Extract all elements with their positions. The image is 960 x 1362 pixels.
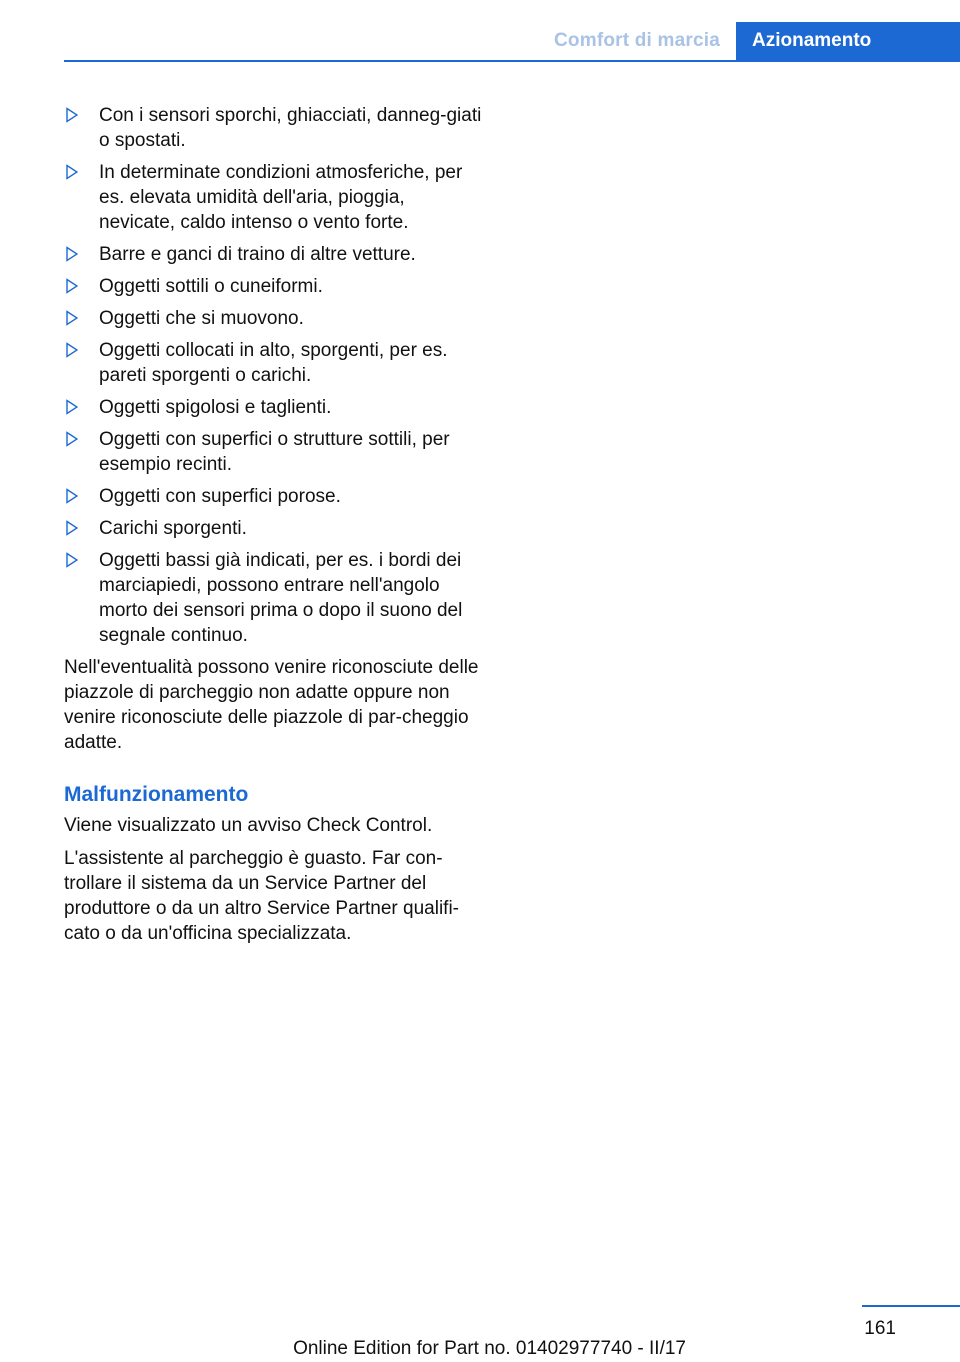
main-content	[64, 103, 482, 954]
section-paragraph-1: Viene visualizzato un avviso Check Control.	[64, 815, 433, 836]
bullet-item	[64, 548, 482, 648]
triangle-right-outline-icon	[66, 107, 78, 123]
footer-rule	[862, 1305, 960, 1307]
bullet-text: Oggetti sottili o cuneiformi.	[99, 276, 323, 297]
bullet-text: Oggetti bassi già indicati, per es. i bordi dei marciapiedi, possono entrare nell'angolo morto dei sensori prima o dopo il suono del segnale continuo.	[99, 550, 463, 646]
bullet-item	[64, 274, 482, 299]
bullet-text: Barre e ganci di traino di altre vetture.	[99, 244, 416, 265]
triangle-right-outline-icon	[66, 310, 78, 326]
body-paragraph: Nell'eventualità possono venire riconosciute delle piazzole di parcheggio non adatte oppure non venire riconosciute delle piazzole di par-cheggio adatte.	[64, 657, 479, 753]
bullet-item	[64, 395, 482, 420]
section-paragraph-2: L'assistente al parcheggio è guasto. Far con-trollare il sistema da un Service Partner del produttore o da un altro Service Partner qualifi-cato o da un'officina specializzata.	[64, 848, 459, 944]
bullet-text: Oggetti con superfici o strutture sottili, per esempio recinti.	[99, 429, 450, 475]
footer-edition: Online Edition for Part no. 01402977740 - II/17	[293, 1338, 686, 1359]
page-header	[0, 0, 960, 62]
header-chapter-label: Azionamento	[752, 30, 872, 51]
bullet-list	[64, 103, 482, 648]
triangle-right-outline-icon	[66, 164, 78, 180]
bullet-text: Oggetti che si muovono.	[99, 308, 304, 329]
bullet-item	[64, 242, 482, 267]
triangle-right-outline-icon	[66, 552, 78, 568]
header-rule	[64, 60, 960, 62]
bullet-item	[64, 103, 482, 153]
bullet-text: Con i sensori sporchi, ghiacciati, danneg-giati o spostati.	[99, 105, 482, 151]
bullet-text: In determinate condizioni atmosferiche, per es. elevata umidità dell'aria, pioggia, nevicate, caldo intenso o vento forte.	[99, 162, 463, 233]
triangle-right-outline-icon	[66, 520, 78, 536]
bullet-item	[64, 516, 482, 541]
bullet-item	[64, 427, 482, 477]
bullet-text: Carichi sporgenti.	[99, 518, 247, 539]
triangle-right-outline-icon	[66, 278, 78, 294]
header-section-title: Comfort di marcia	[554, 30, 720, 51]
bullet-item	[64, 484, 482, 509]
bullet-item	[64, 338, 482, 388]
header-chapter-tab	[736, 22, 960, 60]
triangle-right-outline-icon	[66, 431, 78, 447]
page-number: 161	[864, 1318, 896, 1339]
bullet-item	[64, 160, 482, 235]
triangle-right-outline-icon	[66, 399, 78, 415]
bullet-text: Oggetti spigolosi e taglienti.	[99, 397, 332, 418]
triangle-right-outline-icon	[66, 488, 78, 504]
triangle-right-outline-icon	[66, 246, 78, 262]
bullet-text: Oggetti collocati in alto, sporgenti, per es. pareti sporgenti o carichi.	[99, 340, 448, 386]
bullet-item	[64, 306, 482, 331]
bullet-text: Oggetti con superfici porose.	[99, 486, 341, 507]
triangle-right-outline-icon	[66, 342, 78, 358]
section-heading: Malfunzionamento	[64, 783, 249, 806]
